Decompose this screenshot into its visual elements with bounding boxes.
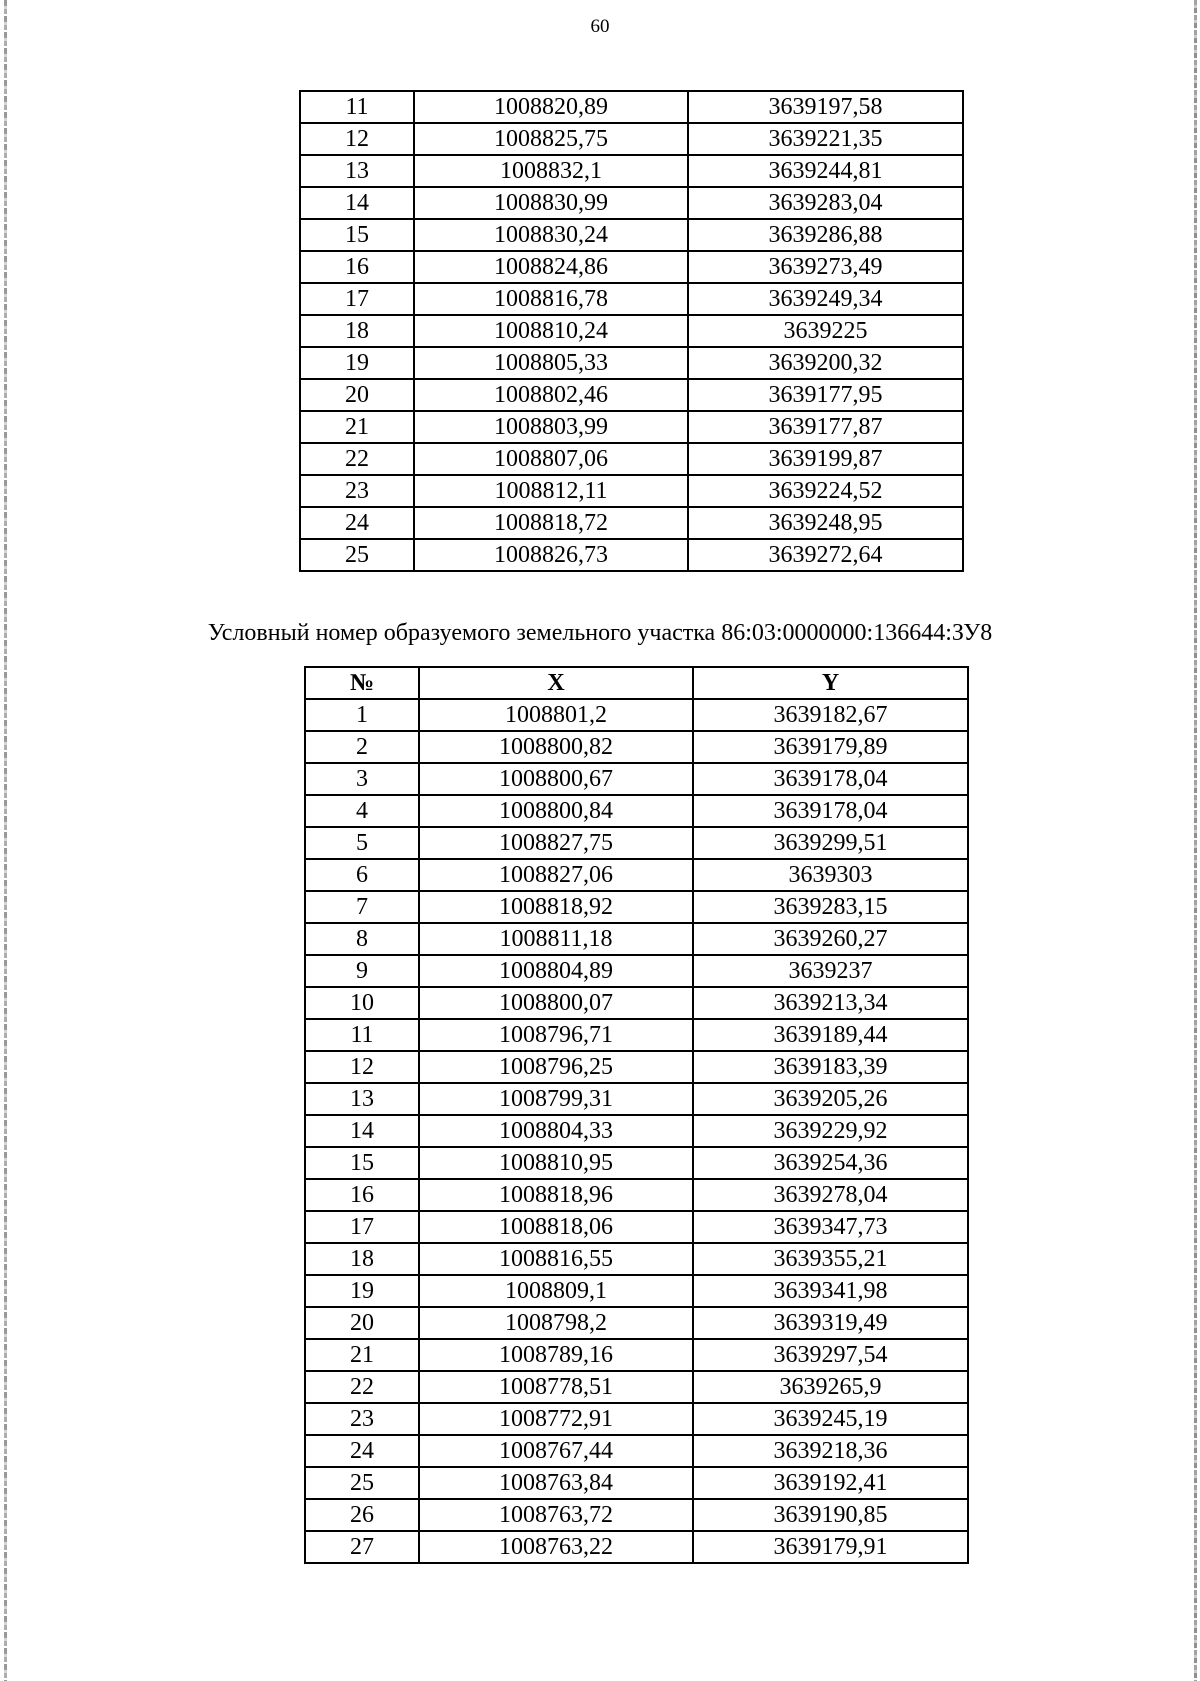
- scan-edge-left: [4, 0, 7, 1681]
- scan-edge-right: [1194, 0, 1197, 1681]
- table-row: [305, 1179, 968, 1211]
- cell-y: 3639197,58: [688, 91, 963, 123]
- cell-y: 3639254,36: [693, 1147, 968, 1179]
- cell-x: 1008818,92: [419, 891, 693, 923]
- table-header-row: [305, 667, 968, 699]
- table-row: [300, 475, 963, 507]
- table-row: [305, 1467, 968, 1499]
- cell-point-number: 22: [300, 443, 414, 475]
- coordinates-table-body: [305, 699, 968, 1563]
- cell-y: 3639278,04: [693, 1179, 968, 1211]
- cell-y: 3639272,64: [688, 539, 963, 571]
- table-row: [305, 955, 968, 987]
- cell-y: 3639355,21: [693, 1243, 968, 1275]
- table-row: [300, 219, 963, 251]
- cell-point-number: 21: [305, 1339, 419, 1371]
- cell-y: 3639303: [693, 859, 968, 891]
- cell-y: 3639183,39: [693, 1051, 968, 1083]
- cell-point-number: 24: [300, 507, 414, 539]
- cell-x: 1008830,99: [414, 187, 688, 219]
- cell-x: 1008772,91: [419, 1403, 693, 1435]
- cell-point-number: 3: [305, 763, 419, 795]
- cell-y: 3639182,67: [693, 699, 968, 731]
- cell-y: 3639190,85: [693, 1499, 968, 1531]
- cell-x: 1008830,24: [414, 219, 688, 251]
- table-row: [305, 795, 968, 827]
- cell-point-number: 5: [305, 827, 419, 859]
- table-row: [305, 1051, 968, 1083]
- cell-y: 3639249,34: [688, 283, 963, 315]
- table-row: [305, 987, 968, 1019]
- cell-y: 3639297,54: [693, 1339, 968, 1371]
- cell-y: 3639273,49: [688, 251, 963, 283]
- cell-point-number: 16: [305, 1179, 419, 1211]
- cell-x: 1008809,1: [419, 1275, 693, 1307]
- coordinates-table-continued: [299, 90, 964, 572]
- cell-point-number: 25: [300, 539, 414, 571]
- cell-x: 1008800,67: [419, 763, 693, 795]
- table-row: [305, 1147, 968, 1179]
- cell-point-number: 20: [300, 379, 414, 411]
- table-row: [305, 1019, 968, 1051]
- cell-x: 1008767,44: [419, 1435, 693, 1467]
- cell-y: 3639177,95: [688, 379, 963, 411]
- cell-y: 3639221,35: [688, 123, 963, 155]
- table-row: [300, 347, 963, 379]
- cell-y: 3639341,98: [693, 1275, 968, 1307]
- cell-y: 3639286,88: [688, 219, 963, 251]
- page-number: 60: [590, 16, 610, 37]
- table-row: [305, 1435, 968, 1467]
- table-row: [305, 1339, 968, 1371]
- table-row: [300, 315, 963, 347]
- table-row: [300, 283, 963, 315]
- cell-point-number: 19: [305, 1275, 419, 1307]
- cell-point-number: 19: [300, 347, 414, 379]
- header-x: X: [419, 667, 693, 699]
- cell-y: 3639213,34: [693, 987, 968, 1019]
- table-row: [305, 1243, 968, 1275]
- table-row: [300, 379, 963, 411]
- cell-y: 3639192,41: [693, 1467, 968, 1499]
- cell-point-number: 9: [305, 955, 419, 987]
- cell-point-number: 27: [305, 1531, 419, 1563]
- cell-x: 1008799,31: [419, 1083, 693, 1115]
- table-row: [305, 1531, 968, 1563]
- cell-x: 1008832,1: [414, 155, 688, 187]
- cell-point-number: 12: [305, 1051, 419, 1083]
- cell-x: 1008804,33: [419, 1115, 693, 1147]
- cell-point-number: 17: [305, 1211, 419, 1243]
- cell-point-number: 22: [305, 1371, 419, 1403]
- cell-x: 1008810,24: [414, 315, 688, 347]
- cell-y: 3639189,44: [693, 1019, 968, 1051]
- cell-point-number: 24: [305, 1435, 419, 1467]
- cell-x: 1008798,2: [419, 1307, 693, 1339]
- cell-point-number: 18: [300, 315, 414, 347]
- cell-y: 3639205,26: [693, 1083, 968, 1115]
- cell-y: 3639283,15: [693, 891, 968, 923]
- cell-point-number: 25: [305, 1467, 419, 1499]
- table-row: [300, 507, 963, 539]
- cell-x: 1008800,07: [419, 987, 693, 1019]
- cell-y: 3639245,19: [693, 1403, 968, 1435]
- cell-y: 3639229,92: [693, 1115, 968, 1147]
- cell-point-number: 15: [305, 1147, 419, 1179]
- cell-x: 1008763,22: [419, 1531, 693, 1563]
- cell-point-number: 4: [305, 795, 419, 827]
- cell-point-number: 12: [300, 123, 414, 155]
- cell-y: 3639179,91: [693, 1531, 968, 1563]
- cell-x: 1008763,84: [419, 1467, 693, 1499]
- header-y: Y: [693, 667, 968, 699]
- table-row: [300, 123, 963, 155]
- cell-point-number: 6: [305, 859, 419, 891]
- cell-x: 1008816,78: [414, 283, 688, 315]
- cell-x: 1008811,18: [419, 923, 693, 955]
- table-row: [305, 763, 968, 795]
- cell-point-number: 11: [300, 91, 414, 123]
- cell-y: 3639299,51: [693, 827, 968, 859]
- table-row: [305, 827, 968, 859]
- cell-y: 3639244,81: [688, 155, 963, 187]
- table-row: [305, 1115, 968, 1147]
- table-row: [300, 411, 963, 443]
- cell-x: 1008827,75: [419, 827, 693, 859]
- cell-point-number: 14: [305, 1115, 419, 1147]
- cell-y: 3639200,32: [688, 347, 963, 379]
- table-row: [300, 155, 963, 187]
- table-row: [305, 699, 968, 731]
- cell-x: 1008820,89: [414, 91, 688, 123]
- cell-y: 3639178,04: [693, 763, 968, 795]
- cell-y: 3639218,36: [693, 1435, 968, 1467]
- table-row: [305, 923, 968, 955]
- cell-x: 1008789,16: [419, 1339, 693, 1371]
- table-row: [300, 539, 963, 571]
- cell-point-number: 20: [305, 1307, 419, 1339]
- cell-point-number: 23: [300, 475, 414, 507]
- cell-y: 3639283,04: [688, 187, 963, 219]
- coordinates-table-body: [300, 91, 963, 571]
- table-row: [305, 1499, 968, 1531]
- cell-point-number: 7: [305, 891, 419, 923]
- cell-point-number: 21: [300, 411, 414, 443]
- land-plot-caption: Условный номер образуемого земельного участка 86:03:0000000:136644:ЗУ8: [207, 620, 993, 646]
- table-row: [305, 1307, 968, 1339]
- cell-y: 3639248,95: [688, 507, 963, 539]
- table-row: [305, 891, 968, 923]
- header-number: №: [305, 667, 419, 699]
- cell-y: 3639260,27: [693, 923, 968, 955]
- cell-x: 1008800,84: [419, 795, 693, 827]
- table-row: [305, 1275, 968, 1307]
- cell-point-number: 1: [305, 699, 419, 731]
- cell-y: 3639224,52: [688, 475, 963, 507]
- cell-y: 3639347,73: [693, 1211, 968, 1243]
- table-row: [305, 1083, 968, 1115]
- cell-x: 1008812,11: [414, 475, 688, 507]
- cell-x: 1008824,86: [414, 251, 688, 283]
- cell-x: 1008796,71: [419, 1019, 693, 1051]
- table-row: [300, 251, 963, 283]
- cell-y: 3639199,87: [688, 443, 963, 475]
- cell-point-number: 15: [300, 219, 414, 251]
- cell-x: 1008800,82: [419, 731, 693, 763]
- cell-x: 1008778,51: [419, 1371, 693, 1403]
- cell-x: 1008803,99: [414, 411, 688, 443]
- table-row: [305, 1371, 968, 1403]
- cell-point-number: 16: [300, 251, 414, 283]
- cell-x: 1008818,96: [419, 1179, 693, 1211]
- cell-y: 3639177,87: [688, 411, 963, 443]
- cell-x: 1008818,06: [419, 1211, 693, 1243]
- cell-x: 1008827,06: [419, 859, 693, 891]
- cell-point-number: 26: [305, 1499, 419, 1531]
- cell-y: 3639179,89: [693, 731, 968, 763]
- table-row: [300, 187, 963, 219]
- cell-x: 1008801,2: [419, 699, 693, 731]
- table-row: [305, 1403, 968, 1435]
- cell-point-number: 23: [305, 1403, 419, 1435]
- table-row: [305, 859, 968, 891]
- table-row: [300, 91, 963, 123]
- cell-x: 1008810,95: [419, 1147, 693, 1179]
- cell-x: 1008825,75: [414, 123, 688, 155]
- cell-point-number: 8: [305, 923, 419, 955]
- cell-x: 1008818,72: [414, 507, 688, 539]
- cell-x: 1008763,72: [419, 1499, 693, 1531]
- cell-x: 1008826,73: [414, 539, 688, 571]
- cell-point-number: 18: [305, 1243, 419, 1275]
- cell-x: 1008816,55: [419, 1243, 693, 1275]
- cell-point-number: 2: [305, 731, 419, 763]
- cell-point-number: 10: [305, 987, 419, 1019]
- table-row: [305, 731, 968, 763]
- table-row: [300, 443, 963, 475]
- cell-point-number: 13: [305, 1083, 419, 1115]
- cell-y: 3639225: [688, 315, 963, 347]
- coordinates-table-zu8: [304, 666, 969, 1564]
- cell-y: 3639319,49: [693, 1307, 968, 1339]
- cell-x: 1008796,25: [419, 1051, 693, 1083]
- cell-point-number: 11: [305, 1019, 419, 1051]
- cell-y: 3639265,9: [693, 1371, 968, 1403]
- cell-point-number: 17: [300, 283, 414, 315]
- cell-y: 3639178,04: [693, 795, 968, 827]
- cell-point-number: 14: [300, 187, 414, 219]
- cell-x: 1008802,46: [414, 379, 688, 411]
- cell-x: 1008804,89: [419, 955, 693, 987]
- cell-x: 1008807,06: [414, 443, 688, 475]
- cell-point-number: 13: [300, 155, 414, 187]
- cell-y: 3639237: [693, 955, 968, 987]
- table-row: [305, 1211, 968, 1243]
- cell-x: 1008805,33: [414, 347, 688, 379]
